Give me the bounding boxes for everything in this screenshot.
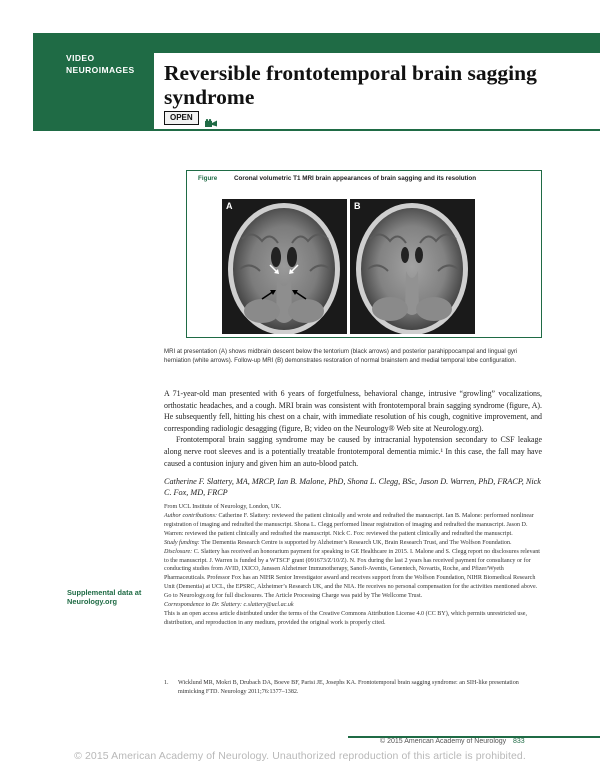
footer-publisher: © 2015 American Academy of Neurology — [380, 738, 507, 745]
article-title: Reversible frontotemporal brain sagging syndrome — [164, 61, 537, 109]
title-box — [154, 53, 600, 129]
figure-header — [186, 170, 542, 186]
supplemental-data-link[interactable]: Supplemental data at Neurology.org — [67, 588, 142, 606]
page-number: 833 — [513, 738, 525, 745]
contributions-lead: Author contributions: — [164, 513, 217, 520]
section-label: VIDEO NEUROIMAGES — [66, 53, 135, 75]
figure-title: Coronal volumetric T1 MRI brain appearances of brain sagging and its resolution — [234, 175, 477, 182]
disclosure-lead: Disclosure: — [164, 549, 193, 556]
panel-label-b: B — [354, 201, 361, 211]
open-access-badge[interactable]: OPEN — [164, 111, 199, 125]
open-access-row — [164, 111, 217, 125]
correspondence-email[interactable]: c.slattery@ucl.ac.uk — [241, 601, 294, 608]
body-paragraph-1: A 71-year-old man presented with 6 years of forgetfulness, behavioral change, intrusive “growling” vocalizations, orthostatic headaches, and a cough. MRI brain was consistent with frontotemporal brain sagging syndrome (figure, A). He subsequently fell, hitting his chest on a chair, with immediate resolution of his cough, cognitive improvement, and corresponding radiologic desagging (figure, B; video on the Neurology® Web site at Neurology.org). — [164, 389, 542, 433]
reference-1 — [164, 679, 542, 696]
license-statement: This is an open access article distributed under the terms of the Creative Commons Attribution License 4.0 (CC BY), which permits unrestricted use, distribution, and reproduction in any medium, provided the original work is properly cited. — [164, 610, 528, 626]
reference-text: Wicklund MR, Mokri B, Drubach DA, Boeve BF, Parisi JE, Josephs KA. Frontotemporal brain sagging syndrome: an SIH-like presentation mimicking FTD. Neurology 2011;76:1377–1382. — [178, 680, 519, 695]
mri-image-a — [222, 199, 347, 334]
video-camera-icon[interactable] — [205, 114, 217, 122]
article-body — [164, 388, 542, 469]
author-contributions — [164, 512, 542, 538]
mri-image-b — [350, 199, 475, 334]
mri-panel-a — [222, 199, 347, 334]
funding-text: The Dementia Research Centre is supported by Alzheimer’s Research UK, Brain Research Trust, and The Wolfson Foundation. — [199, 539, 512, 546]
panel-label-a: A — [226, 201, 233, 211]
reference-number: 1. — [164, 680, 169, 686]
funding-lead: Study funding: — [164, 539, 200, 546]
correspondence — [164, 601, 542, 610]
author-list: Catherine F. Slattery, MA, MRCP, Ian B. Malone, PhD, Shona L. Clegg, BSc, Jason D. Warren, PhD, FRACP, Nick C. Fox, MD, FRCP — [164, 477, 541, 497]
affiliation: From UCL Institute of Neurology, London, UK. — [164, 504, 282, 510]
disclosure — [164, 548, 542, 600]
study-funding — [164, 539, 542, 548]
disclosure-text: C. Slattery has received an honorarium payment for speaking to GE Healthcare in 2015. I. Malone and S. Clegg report no disclosures relevant to the manuscript. J. Warren is funded by a WTSCF grant (091673/Z/10/Z). N. Fox during the last 2 years has received payment for consultancy or for conducting studies from AVID, IXICO, Janssen Alzheimer Immunotherapy, Sanofi-Aventis, Genentech, Novartis, Roche, and Pfizer/Wyeth Pharmaceuticals. Professor Fox has an NIHR Senior Investigator award and receives support from the Wolfson Foundation, NIHR Biomedical Research Unit (Dementia) at UCL, the EPSRC, Alzheimer’s Research UK, and the NIA. He receives no personal compensation for the activities mentioned above. Go to Neurology.org for full disclosures. The Article Processing Charge was paid by The Wellcome Trust. — [164, 549, 540, 599]
copyright-notice: © 2015 American Academy of Neurology. Unauthorized reproduction of this article is prohibited. — [74, 750, 526, 762]
article-notes — [164, 503, 542, 628]
body-paragraph-2: Frontotemporal brain sagging syndrome may be caused by intracranial hypotension secondary to CSF leakage along nerve root sleeves and is a potentially treatable frontotemporal dementia mimic.¹ In this case, the fall may have caused a contusion injury and given him an auto-blood patch. — [164, 435, 542, 468]
contributions-text: Catherine F. Slattery: reviewed the patient clinically and wrote and redrafted the manuscript. Ian B. Malone: performed nonlinear registration of imaging and redrafted the manuscript. Shona L. Clegg performed linear registration of imaging and redrafted the manuscript. Jason D. Warren: reviewed the patient clinically and redrafted the manuscript. Nick C. Fox: reviewed the patient clinically and redrafted the manuscript. — [164, 513, 534, 537]
figure-caption: MRI at presentation (A) shows midbrain descent below the tentorium (black arrows) and posterior parahippocampal and lingual gyri herniation (white arrows). Follow-up MRI (B) demonstrates restoration of normal brainstem and medial temporal lobe configuration. — [164, 348, 518, 364]
correspondence-lead: Correspondence to Dr. Slattery: — [164, 601, 242, 608]
figure-label: Figure — [198, 175, 218, 182]
mri-panel-b — [350, 199, 475, 334]
